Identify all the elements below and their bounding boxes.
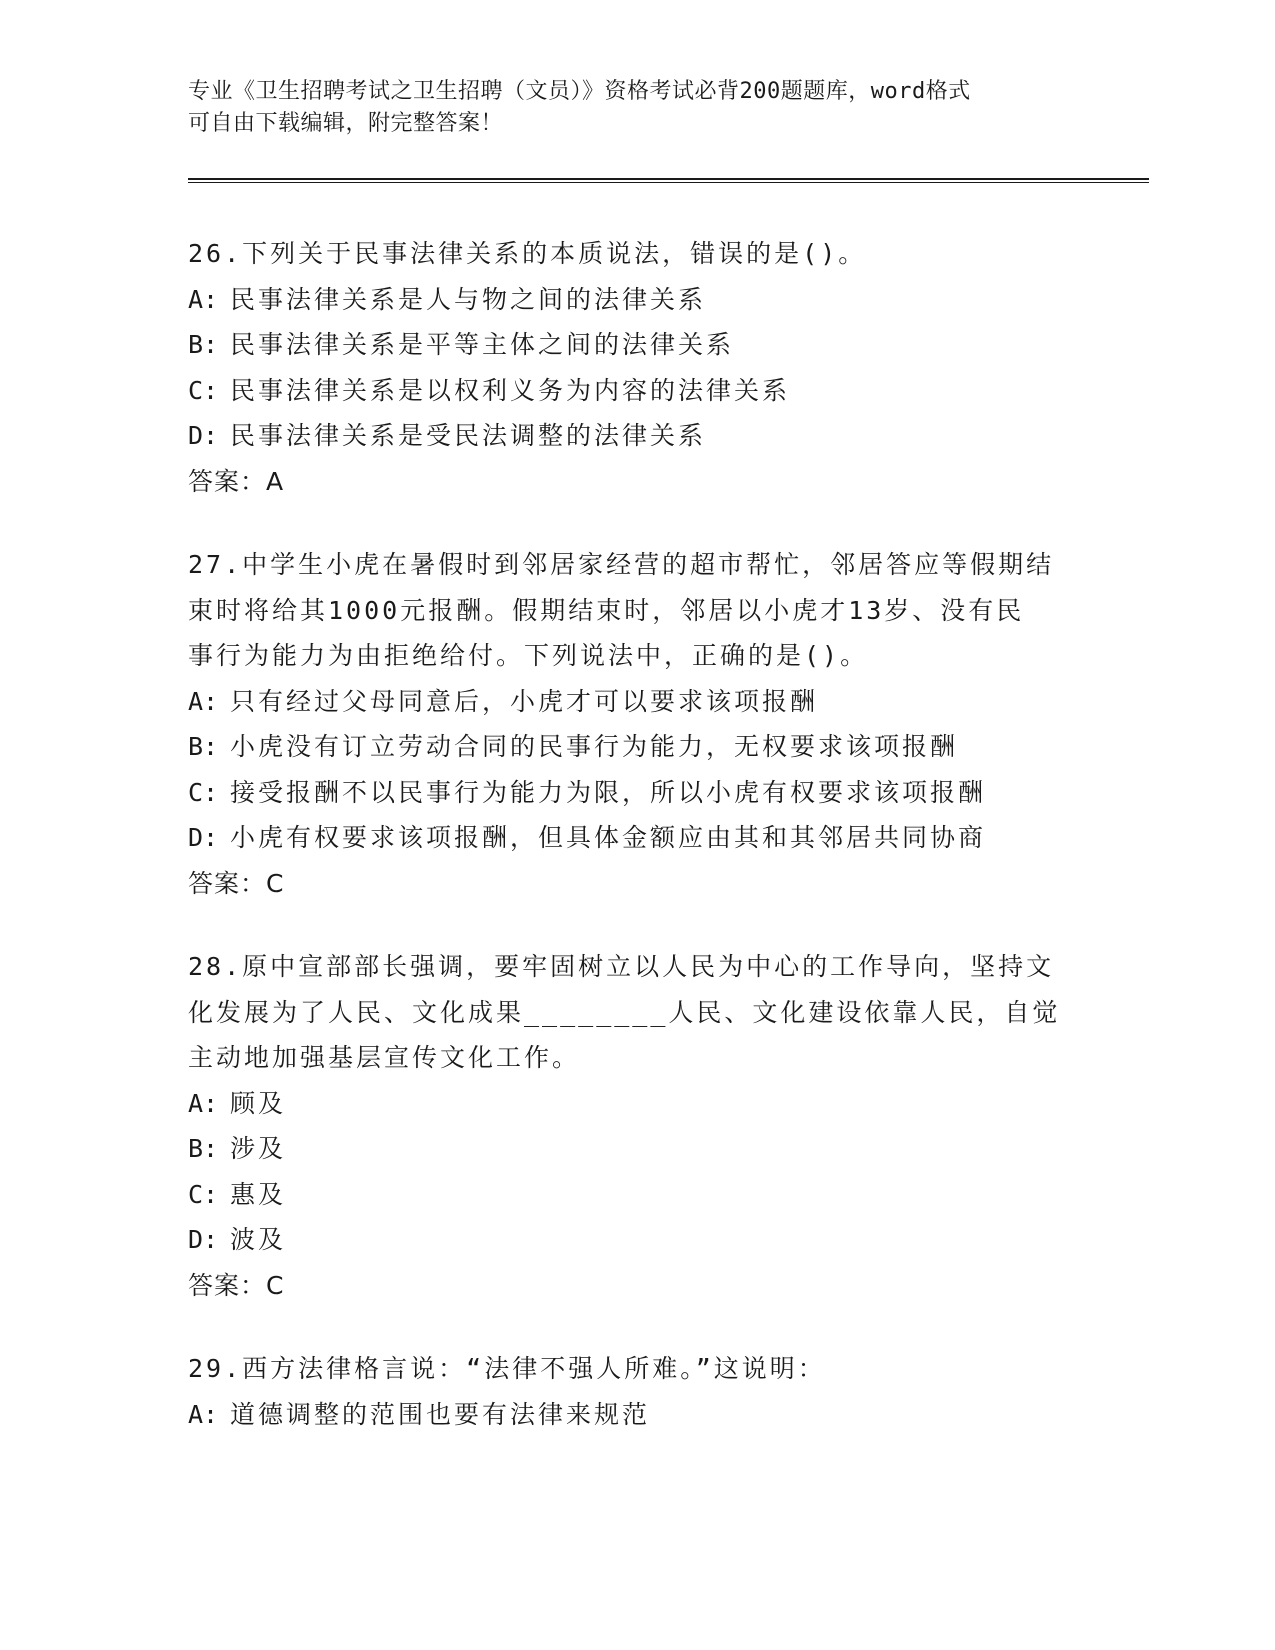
option-text: 接受报酬不以民事行为能力为限，所以小虎有权要求该项报酬	[230, 777, 987, 807]
option-key: A:	[188, 1088, 219, 1118]
option-key: C:	[188, 777, 219, 807]
option-text: 民事法律关系是受民法调整的法律关系	[230, 421, 707, 450]
option-key: C:	[188, 1179, 219, 1209]
option-c	[188, 368, 1148, 414]
option-key: B:	[188, 1134, 219, 1163]
option-text: 道德调整的范围也要有法律来规范	[230, 1399, 651, 1429]
option-text: 惠及	[230, 1179, 287, 1209]
option-key: D:	[188, 823, 219, 852]
option-key: A:	[188, 686, 219, 716]
question-26	[188, 231, 1148, 504]
question-stem-line: 化发展为了人民、文化成果________人民、文化建设依靠人民，自觉	[188, 997, 1061, 1027]
option-text: 只有经过父母同意后，小虎才可以要求该项报酬	[230, 686, 819, 716]
header-line-1: 专业《卫生招聘考试之卫生招聘（文员）》资格考试必背200题题库，word格式	[188, 79, 971, 104]
answer-line: 答案：A	[188, 466, 285, 496]
option-text: 小虎有权要求该项报酬，但具体金额应由其和其邻居共同协商	[230, 823, 987, 852]
answer-line: 答案：C	[188, 1270, 285, 1300]
option-d	[188, 815, 1148, 861]
question-stem-line: 束时将给其1000元报酬。假期结束时，邻居以小虎才13岁、没有民	[188, 595, 1025, 625]
option-a	[188, 1081, 1148, 1127]
header-divider	[188, 178, 1149, 183]
question-28	[188, 944, 1148, 1308]
option-a	[188, 679, 1148, 725]
question-stem-line: 28.原中宣部部长强调，要牢固树立以人民为中心的工作导向，坚持文	[188, 952, 1055, 981]
option-key: D:	[188, 421, 219, 450]
question-stem-line: 27.中学生小虎在暑假时到邻居家经营的超市帮忙，邻居答应等假期结	[188, 550, 1055, 579]
option-key: A:	[188, 1399, 219, 1429]
option-text: 民事法律关系是人与物之间的法律关系	[230, 284, 707, 314]
option-a	[188, 277, 1148, 323]
question-stem-line: 主动地加强基层宣传文化工作。	[188, 1043, 581, 1072]
option-c	[188, 770, 1148, 816]
document-page	[188, 0, 1148, 1650]
option-text: 顾及	[230, 1088, 287, 1118]
question-29	[188, 1346, 1148, 1437]
option-d	[188, 1217, 1148, 1263]
option-text: 波及	[230, 1225, 287, 1254]
option-c	[188, 1172, 1148, 1218]
option-key: B:	[188, 330, 219, 359]
option-b	[188, 1126, 1148, 1172]
question-stem-line: 26.下列关于民事法律关系的本质说法，错误的是()。	[188, 239, 867, 268]
option-b	[188, 724, 1148, 770]
option-d	[188, 413, 1148, 459]
answer-line: 答案：C	[188, 868, 285, 898]
question-list	[188, 231, 1148, 1475]
option-text: 涉及	[230, 1134, 287, 1163]
question-stem-line: 29.西方法律格言说：“法律不强人所难。”这说明：	[188, 1354, 826, 1383]
option-a	[188, 1392, 1148, 1438]
option-key: C:	[188, 375, 219, 405]
option-text: 民事法律关系是以权利义务为内容的法律关系	[230, 375, 791, 405]
option-text: 民事法律关系是平等主体之间的法律关系	[230, 330, 735, 359]
option-b	[188, 322, 1148, 368]
option-key: A:	[188, 284, 219, 314]
header-line-2: 可自由下载编辑，附完整答案！	[188, 111, 504, 136]
option-text: 小虎没有订立劳动合同的民事行为能力，无权要求该项报酬	[230, 732, 959, 761]
document-header	[188, 76, 1088, 140]
question-stem-line: 事行为能力为由拒绝给付。下列说法中，正确的是()。	[188, 641, 869, 670]
option-key: B:	[188, 732, 219, 761]
option-key: D:	[188, 1225, 219, 1254]
question-27	[188, 542, 1148, 906]
